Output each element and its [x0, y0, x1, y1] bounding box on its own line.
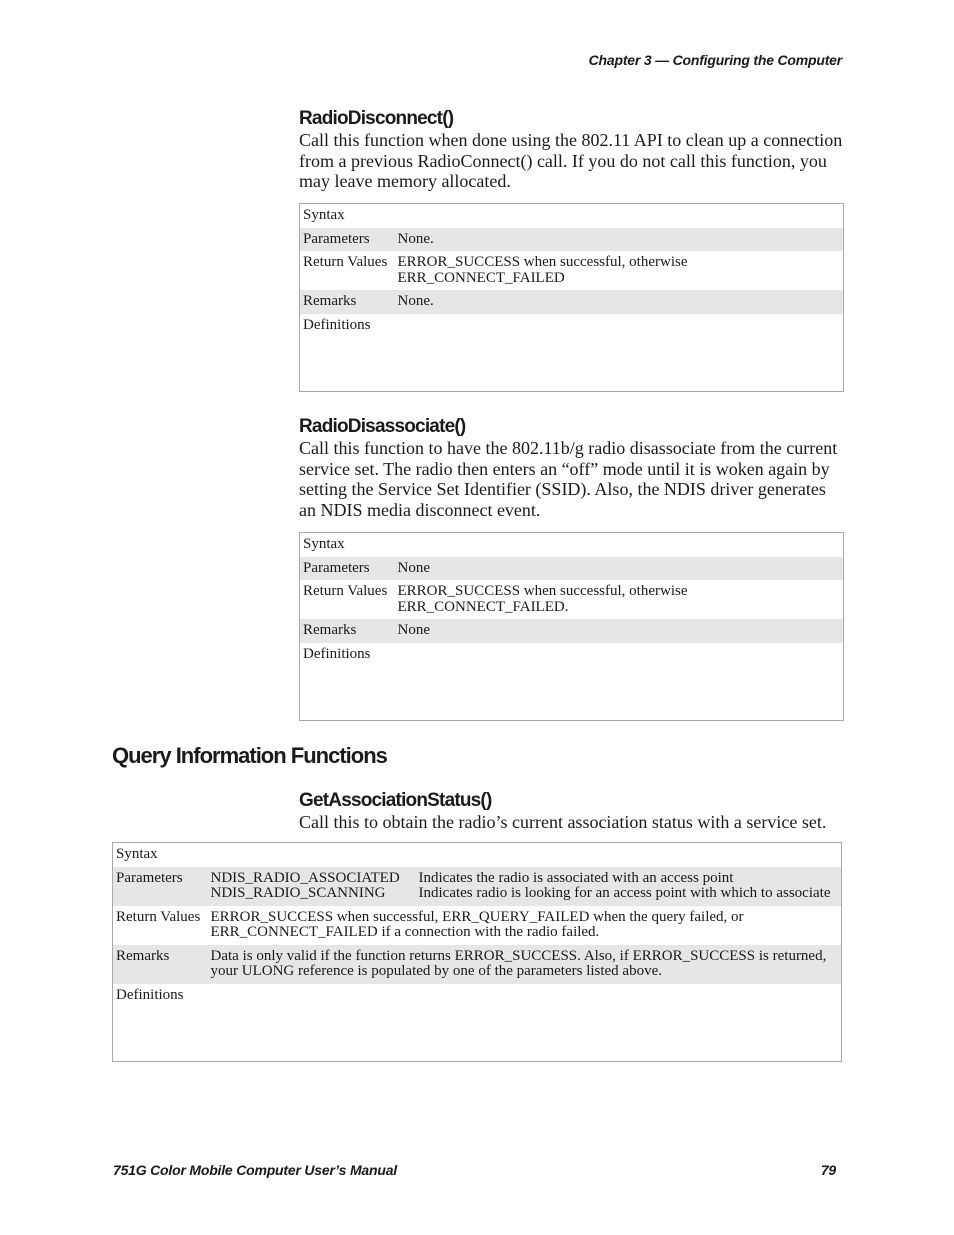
return-values-line-1: ERROR_SUCCESS when successful, otherwise — [397, 254, 688, 270]
radio-disassociate-description: Call this function to have the 802.11b/g radio disassociate from the current service set. The radio then enters an “off” mode until it is woken again by setting the Service Set Identifier (SSID). Also, the NDIS driver generates an NDIS media disconnect event. — [299, 438, 838, 520]
get-association-status-table-wrap — [112, 842, 842, 1062]
parameter-description: Indicates radio is looking for an access point with which to associate — [418, 885, 831, 901]
remarks-value: None — [395, 619, 844, 643]
definitions-label: Definitions — [303, 645, 371, 662]
parameters-row — [113, 867, 842, 906]
definitions-label: Definitions — [116, 986, 184, 1003]
remarks-line-1: Data is only valid if the function returns ERROR_SUCCESS. Also, if ERROR_SUCCESS is returned, — [210, 947, 827, 964]
parameters-label: Parameters — [113, 867, 208, 906]
return-values-label: Return Values — [303, 583, 388, 599]
definitions-label: Definitions — [303, 316, 371, 333]
return-values-line-2: ERR_CONNECT_FAILED. — [397, 598, 569, 615]
return-values-value — [208, 906, 842, 945]
definitions-row — [300, 314, 844, 392]
syntax-value — [395, 204, 844, 228]
radio-disconnect-description: Call this function when done using the 802.11 API to clean up a connection from a previous RadioConnect() call. If you do not call this function, you may leave memory allocated. — [299, 130, 843, 191]
get-association-status-table — [112, 842, 842, 1062]
radio-disassociate-table-wrap — [299, 532, 844, 721]
parameter-item — [211, 871, 839, 887]
return-values-line-2: ERR_CONNECT_FAILED if a connection with the radio failed. — [210, 924, 600, 940]
remarks-value: None. — [395, 290, 844, 314]
syntax-label: Syntax — [116, 846, 158, 862]
parameter-name: NDIS_RADIO_ASSOCIATED — [210, 869, 400, 886]
syntax-row — [300, 204, 844, 228]
manual-title: 751G Color Mobile Computer User’s Manual — [113, 1162, 397, 1178]
get-association-status-title: GetAssociationStatus() — [299, 790, 492, 811]
running-header — [589, 52, 842, 68]
return-values-line-1: ERROR_SUCCESS when successful, ERR_QUERY_FAILED when the query failed, or — [210, 908, 744, 925]
return-values-value — [395, 580, 844, 619]
syntax-row — [300, 533, 844, 557]
syntax-value — [208, 843, 842, 867]
chapter-title: Chapter 3 — Configuring the Computer — [588, 52, 842, 68]
radio-disconnect-table-wrap — [299, 203, 844, 392]
parameters-label: Parameters — [300, 228, 395, 252]
return-values-line-2: ERR_CONNECT_FAILED — [397, 269, 565, 286]
remarks-row — [300, 290, 844, 314]
return-values-line-1: ERROR_SUCCESS when successful, otherwise — [397, 583, 688, 599]
syntax-label: Syntax — [303, 536, 345, 552]
parameter-description: Indicates the radio is associated with an access point — [418, 869, 734, 886]
parameters-value: None. — [395, 228, 844, 252]
get-association-status-section — [299, 790, 844, 833]
radio-disassociate-title: RadioDisassociate() — [299, 416, 466, 437]
radio-disconnect-title: RadioDisconnect() — [299, 108, 454, 129]
radio-disconnect-table — [299, 203, 844, 392]
get-association-status-description: Call this to obtain the radio’s current association status with a service set. — [299, 812, 827, 832]
parameter-name: NDIS_RADIO_SCANNING — [210, 885, 386, 901]
remarks-row — [113, 945, 842, 984]
radio-disassociate-section — [299, 416, 844, 520]
return-values-label: Return Values — [116, 908, 201, 925]
parameters-value: None — [395, 557, 844, 581]
radio-disconnect-section — [299, 108, 844, 192]
syntax-value — [395, 533, 844, 557]
remarks-row — [300, 619, 844, 643]
definitions-value — [395, 314, 844, 392]
parameter-item — [211, 886, 839, 902]
syntax-label: Syntax — [303, 207, 345, 223]
return-values-row — [300, 251, 844, 290]
remarks-label: Remarks — [113, 945, 208, 984]
parameters-value — [208, 867, 842, 906]
query-section-title: Query Information Functions — [112, 743, 387, 768]
definitions-row — [300, 643, 844, 721]
parameters-label: Parameters — [300, 557, 395, 581]
return-values-row — [300, 580, 844, 619]
return-values-label: Return Values — [303, 254, 388, 270]
remarks-label: Remarks — [300, 619, 395, 643]
syntax-row — [113, 843, 842, 867]
remarks-value — [208, 945, 842, 984]
return-values-value — [395, 251, 844, 290]
query-section — [112, 743, 844, 769]
parameters-row — [300, 228, 844, 252]
radio-disassociate-table — [299, 532, 844, 721]
definitions-value — [395, 643, 844, 721]
definitions-row — [113, 984, 842, 1062]
page-number: 79 — [820, 1162, 836, 1178]
remarks-line-2: your ULONG reference is populated by one of the parameters listed above. — [210, 963, 663, 979]
remarks-label: Remarks — [300, 290, 395, 314]
return-values-row — [113, 906, 842, 945]
definitions-value — [208, 984, 842, 1062]
parameters-row — [300, 557, 844, 581]
running-footer — [113, 1162, 836, 1178]
